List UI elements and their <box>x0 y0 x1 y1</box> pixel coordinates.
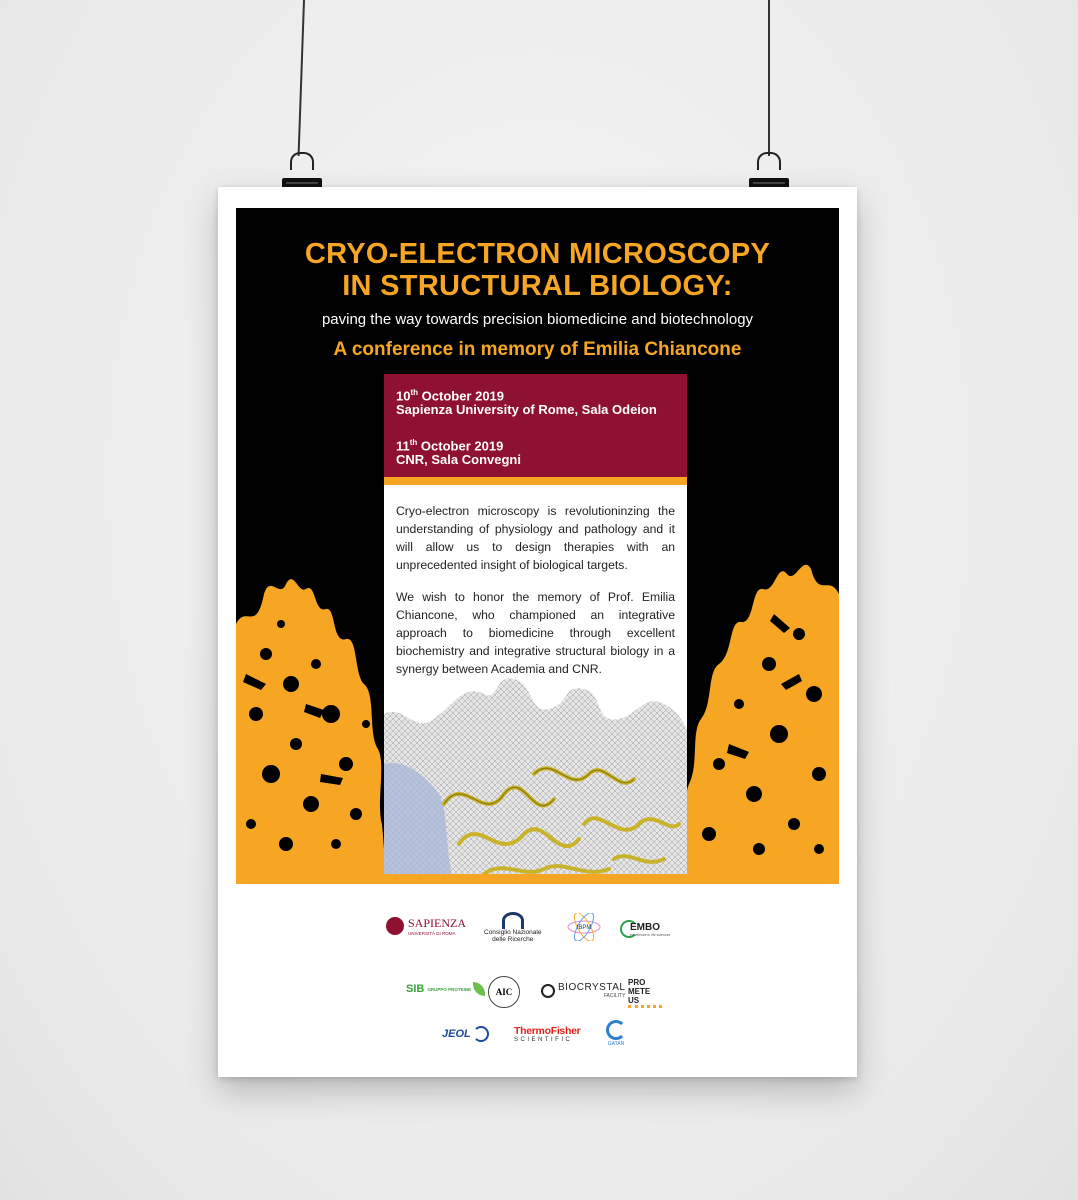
ibpm-orbit-icon <box>566 913 602 941</box>
embo-text: EMBO <box>630 921 660 933</box>
biocrystal-sub: FACILITY <box>603 993 626 999</box>
sapienza-name: SAPIENZA <box>408 916 467 930</box>
sapienza-seal-icon <box>386 917 404 935</box>
embo-sub: excellence in life sciences <box>630 932 671 937</box>
cryo-em-density-image <box>384 674 687 884</box>
cnr-icon <box>502 912 524 929</box>
hanging-wire-right <box>768 0 770 156</box>
prometeus-text: PRO METE US <box>628 978 662 1008</box>
ibpm-text: IBPM <box>576 925 592 931</box>
jeol-text: JEOL <box>442 1028 471 1040</box>
poster <box>218 187 857 1077</box>
logo-cnr <box>484 912 541 943</box>
logo-gatan <box>606 1020 626 1047</box>
logo-embo <box>620 920 670 938</box>
sib-leaf-icon <box>473 982 485 996</box>
poster-subtitle: paving the way towards precision biomedicine and biotechnology <box>321 311 754 328</box>
sponsor-logos <box>218 904 857 1064</box>
poster-tagline: A conference in memory of Emilia Chiancone <box>333 339 742 360</box>
day1-venue: Sapienza University of Rome, Sala Odeion <box>396 402 657 417</box>
hanging-wire-left <box>298 0 305 156</box>
logo-prometeus <box>628 978 668 1008</box>
day1-date: 10th October 2019 <box>396 388 505 404</box>
logo-biocrystal <box>541 982 625 999</box>
logo-thermofisher <box>514 1025 580 1043</box>
thermo-line-1: ThermoFisher <box>514 1025 581 1037</box>
title-line-2: IN STRUCTURAL BIOLOGY: <box>342 270 733 302</box>
orange-divider <box>384 477 687 485</box>
gatan-g-icon <box>606 1020 626 1040</box>
protein-foliage-left <box>236 564 386 874</box>
info-box <box>384 374 687 884</box>
aic-text: AIC <box>495 987 513 997</box>
orange-bottom-bar <box>236 874 839 884</box>
poster-title <box>236 238 839 302</box>
cnr-line-2: delle Ricerche <box>492 936 534 943</box>
logo-ibpm <box>566 913 602 941</box>
thermo-line-2: SCIENTIFIC <box>514 1037 573 1043</box>
logo-sapienza <box>386 916 466 936</box>
poster-dark-panel <box>236 208 839 884</box>
jeol-swirl-icon <box>473 1026 489 1042</box>
day2-venue: CNR, Sala Convegni <box>396 452 521 467</box>
protein-foliage-right <box>679 554 839 874</box>
gatan-text: GATAN <box>607 1041 625 1047</box>
sib-text: SIB <box>406 983 425 995</box>
dates-banner <box>384 374 687 477</box>
day2-date: 11th October 2019 <box>396 438 504 454</box>
logo-jeol <box>442 1026 489 1042</box>
logo-aic <box>488 976 520 1008</box>
biocrystal-text: BIOCRYSTAL <box>558 982 626 993</box>
cnr-line-1: Consiglio Nazionale <box>484 929 542 936</box>
description-paragraph-2: We wish to honor the memory of Prof. Emilia Chiancone, who championed an integrative approach to biomedicine through excellent biochemistry and integrative structural biology in a synergy between Academia and CNR. <box>396 590 675 676</box>
sib-sub: GRUPPO PROTEINE <box>427 986 472 992</box>
sapienza-sub: UNIVERSITÀ DI ROMA <box>408 931 456 936</box>
description-paragraph-1: Cryo-electron microscopy is revolutioninzing the understanding of physiology and pathology and it will allow us to design therapies with an unprecedented insight of biological targets. <box>396 504 675 572</box>
aic-seal-icon <box>488 976 520 1008</box>
logo-sib <box>406 982 485 996</box>
title-line-1: CRYO-ELECTRON MICROSCOPY <box>304 238 771 270</box>
magnifier-icon <box>541 984 555 998</box>
